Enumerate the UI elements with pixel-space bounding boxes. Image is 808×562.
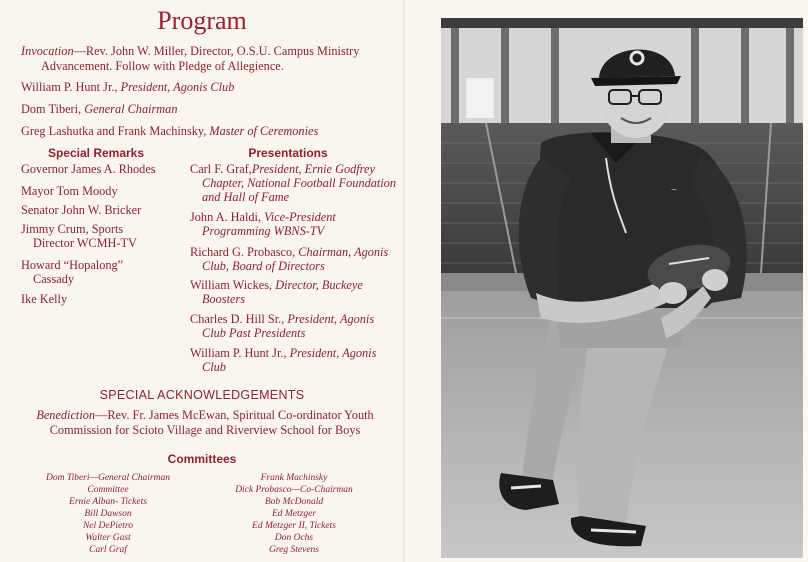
benediction-label: Benediction [36,408,96,422]
mc-title: Master of Ceremonies [209,124,319,138]
presenter-title: Chairman, Agonis Club, Board of Directors [202,245,389,274]
coach-photograph [441,18,803,558]
remark-item: Ike Kelly [21,292,68,306]
hunt-name: William P. Hunt Jr., [21,80,121,94]
presentation-item [190,278,398,306]
invocation-label: Invocation [21,44,74,58]
committee-member: Nel DePietro [82,521,134,531]
presenter-name: Carl F. Graf, [190,162,252,176]
presenter-title: Vice-President Programming WBNS-TV [202,210,336,239]
mc-names: Greg Lashutka and Frank Machinsky, [21,124,210,138]
presentation-item [190,162,398,205]
remark-item: Mayor Tom Moody [21,184,118,198]
presenter-title: President, Ernie Godfrey Chapter, National Football Foundation and Hall of Fame [202,162,397,205]
program-title: Program [157,6,247,35]
committee-member: Committee [87,485,129,495]
committee-member: Ed Metzger II, Tickets [252,521,336,531]
coach-photo-illustration [441,18,803,558]
presenter-title: President, Agonis Club [202,346,377,375]
hunt-line [21,80,391,95]
committee-member: Ernie Alban- Tickets [69,497,147,507]
committee-left-column [18,472,198,556]
committee-member: Carl Graf [89,545,127,555]
presentation-item [190,312,398,340]
committee-member: Bill Dawson [84,509,132,519]
committee-member: Dick Probasco—Co-Chairman [235,485,353,495]
acknowledgements-heading: SPECIAL ACKNOWLEDGEMENTS [99,388,305,402]
presentations-heading: Presentations [248,146,328,160]
presenter-title: President, Agonis Club Past Presidents [202,312,375,341]
committees-heading: Committees [167,452,237,466]
invocation-line [21,44,411,74]
presentation-item [190,210,398,238]
presenter-name: William P. Hunt Jr., [190,346,290,360]
presenter-title: Director, Buckeye Boosters [202,278,363,307]
committee-member: Walter Gast [85,533,131,543]
remark-item: Howard “Hopalong” Cassady [21,258,124,287]
remark-item: Senator John W. Bricker [21,203,142,217]
benediction-text: —Rev. Fr. James McEwan, Spiritual Co-ordinator Youth Commission for Scioto Village and Riverview School for Boys [49,408,374,437]
tiberi-title: General Chairman [84,102,178,116]
presentation-item [190,245,398,273]
committee-member: Dom Tiberi—General Chairman [45,473,171,483]
committee-member: Frank Machinsky [260,473,328,483]
presenter-name: Richard G. Probasco, [190,245,299,259]
committee-member: Don Ochs [274,533,314,543]
benediction-line [18,408,392,438]
presentation-item [190,346,398,374]
shirt-logo: ~ [671,185,677,196]
mc-line [21,124,391,139]
remark-item: Jimmy Crum, Sports Director WCMH-TV [21,222,137,251]
presenter-name: Charles D. Hill Sr., [190,312,288,326]
committee-member: Ed Metzger [271,509,317,519]
committee-member: Greg Stevens [268,545,320,555]
remark-item: Governor James A. Rhodes [21,162,156,176]
tiberi-name: Dom Tiberi, [21,102,85,116]
invocation-text: —Rev. John W. Miller, Director, O.S.U. Campus Ministry Advancement. Follow with Pledge of Allegience. [41,44,360,73]
hunt-title: President, Agonis Club [120,80,235,94]
committee-right-column [204,472,384,556]
page-fold [403,0,405,562]
committee-member: Bob McDonald [264,497,324,507]
presenter-name: William Wickes, [190,278,276,292]
tiberi-line [21,102,391,117]
special-remarks-heading: Special Remarks [47,146,145,160]
presenter-name: John A. Haldi, [190,210,265,224]
